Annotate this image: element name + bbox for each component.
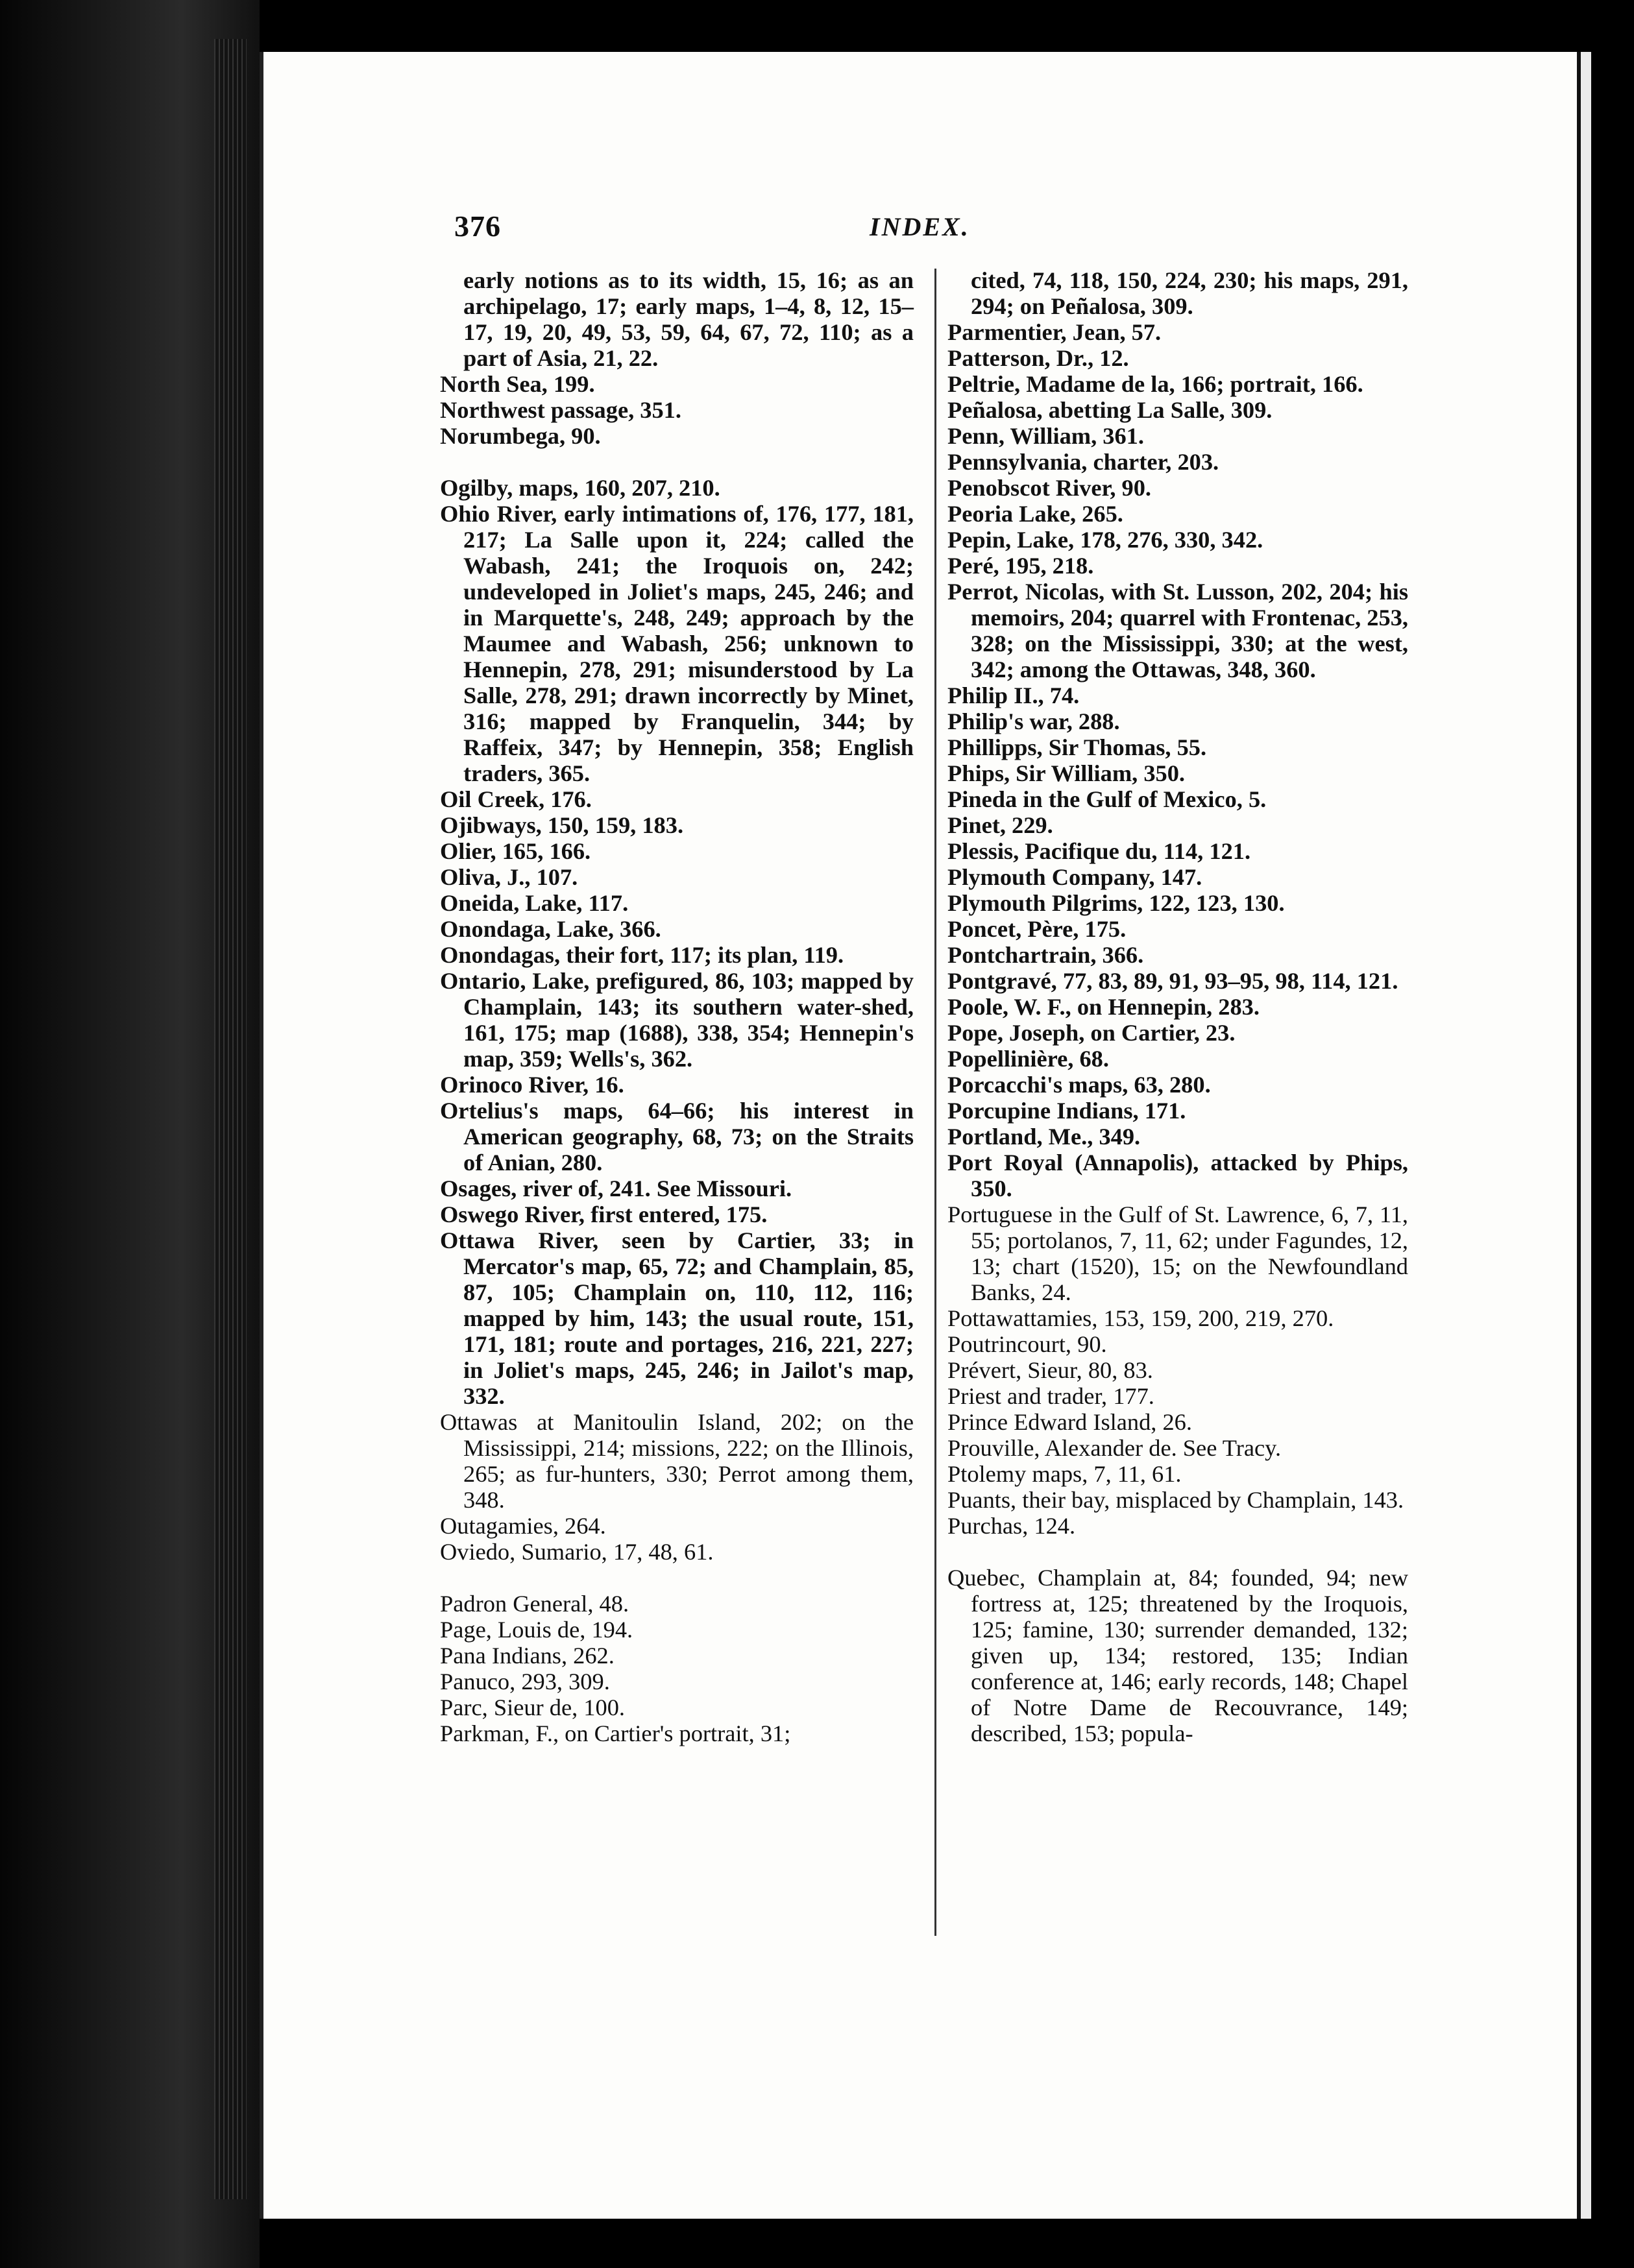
index-entry: Plessis, Pacifique du, 114, 121. (947, 838, 1251, 864)
index-entry: Northwest passage, 351. (440, 397, 681, 423)
index-entry: Pinet, 229. (947, 812, 1053, 838)
index-entry: Pope, Joseph, on Cartier, 23. (947, 1020, 1236, 1046)
index-entry: Ontario, Lake, prefigured, 86, 103; mapped by Champlain, 143; its southern water-shed, 161, 175; map (1688), 338, 354; Hennepin's map, 359; Wells's, 362. (440, 968, 914, 1072)
index-entry: Peré, 195, 218. (947, 553, 1094, 579)
index-entry: Page, Louis de, 194. (440, 1617, 633, 1643)
index-entry: Ptolemy maps, 7, 11, 61. (947, 1461, 1182, 1487)
index-entry: Outagamies, 264. (440, 1513, 606, 1539)
index-entry: Peñalosa, abetting La Salle, 309. (947, 397, 1273, 423)
index-column-left (440, 267, 914, 1746)
index-entry: Phillipps, Sir Thomas, 55. (947, 734, 1207, 760)
index-entry: Prince Edward Island, 26. (947, 1409, 1192, 1435)
index-entry: Philip II., 74. (947, 682, 1080, 708)
index-entry: Peoria Lake, 265. (947, 501, 1123, 527)
index-entry: Poutrincourt, 90. (947, 1331, 1107, 1357)
index-entry: Norumbega, 90. (440, 423, 601, 449)
index-entry: Parkman, F., on Cartier's portrait, 31; (440, 1720, 791, 1746)
index-entry: Popellinière, 68. (947, 1046, 1109, 1072)
index-entry: Ogilby, maps, 160, 207, 210. (440, 475, 720, 501)
index-entry: Prévert, Sieur, 80, 83. (947, 1357, 1153, 1383)
index-entry: Osages, river of, 241. See Missouri. (440, 1176, 792, 1201)
index-entry: Phips, Sir William, 350. (947, 760, 1186, 786)
index-entry: North Sea, 199. (440, 371, 595, 397)
index-entry: Onondaga, Lake, 366. (440, 916, 661, 942)
index-entry: Oliva, J., 107. (440, 864, 578, 890)
index-entry: Onondagas, their fort, 117; its plan, 119. (440, 942, 844, 968)
index-entry: Pineda in the Gulf of Mexico, 5. (947, 786, 1267, 812)
index-entry: Poole, W. F., on Hennepin, 283. (947, 994, 1260, 1020)
index-entry: Oneida, Lake, 117. (440, 890, 629, 916)
index-entry: cited, 74, 118, 150, 224, 230; his maps, 291, 294; on Peñalosa, 309. (971, 267, 1408, 319)
index-entry: Puants, their bay, misplaced by Champlain, 143. (947, 1487, 1404, 1513)
index-entry: Olier, 165, 166. (440, 838, 591, 864)
index-entry: Parmentier, Jean, 57. (947, 319, 1162, 345)
page-header (454, 209, 1012, 248)
index-entry: Oviedo, Sumario, 17, 48, 61. (440, 1539, 714, 1565)
next-page-edge (1577, 52, 1591, 2219)
index-entry: Penn, William, 361. (947, 423, 1144, 449)
index-entry: Orinoco River, 16. (440, 1072, 624, 1098)
index-entry: Ottawa River, seen by Cartier, 33; in Mercator's map, 65, 72; and Champlain, 85, 87, 105; Champlain on, 110, 112, 116; mapped by him, 143; the usual route, 151, 171, 181; route and portages, 216, 221, 227; in Joliet's maps, 245, 246; in Jailot's map, 332. (440, 1227, 914, 1409)
index-column-right (947, 267, 1408, 1746)
index-entry: Oswego River, first entered, 175. (440, 1201, 768, 1227)
index-entry: Port Royal (Annapolis), attacked by Phips, 350. (947, 1150, 1408, 1201)
index-entry: Portuguese in the Gulf of St. Lawrence, 6, 7, 11, 55; portolanos, 7, 11, 62; under Fagundes, 12, 13; chart (1520), 15; on the Newfoundland Banks, 24. (947, 1201, 1408, 1305)
index-entry: Ottawas at Manitoulin Island, 202; on the Mississippi, 214; missions, 222; on the Illinois, 265; as fur-hunters, 330; Perrot among them, 348. (440, 1409, 914, 1513)
index-entry: Porcupine Indians, 171. (947, 1098, 1186, 1124)
index-entry: early notions as to its width, 15, 16; as an archipelago, 17; early maps, 1–4, 8, 12, 15–17, 19, 20, 49, 53, 59, 64, 67, 72, 110; as a part of Asia, 21, 22. (463, 267, 914, 371)
index-entry: Purchas, 124. (947, 1513, 1076, 1539)
index-entry: Portland, Me., 349. (947, 1124, 1141, 1150)
index-entry: Ojibways, 150, 159, 183. (440, 812, 684, 838)
index-entry: Pontgravé, 77, 83, 89, 91, 93–95, 98, 114, 121. (947, 968, 1398, 994)
page-edges (214, 39, 247, 2199)
index-entry: Porcacchi's maps, 63, 280. (947, 1072, 1211, 1098)
index-entry: Oil Creek, 176. (440, 786, 592, 812)
index-entry: Panuco, 293, 309. (440, 1669, 610, 1695)
index-entry: Ortelius's maps, 64–66; his interest in American geography, 68, 73; on the Straits of Anian, 280. (440, 1098, 914, 1176)
index-entry: Pottawattamies, 153, 159, 200, 219, 270. (947, 1305, 1334, 1331)
index-entry: Padron General, 48. (440, 1591, 629, 1617)
index-entry: Plymouth Pilgrims, 122, 123, 130. (947, 890, 1285, 916)
index-entry: Peltrie, Madame de la, 166; portrait, 166. (947, 371, 1363, 397)
index-entry: Plymouth Company, 147. (947, 864, 1202, 890)
index-entry: Perrot, Nicolas, with St. Lusson, 202, 204; his memoirs, 204; quarrel with Frontenac, 253, 328; on the Mississippi, 330; at the west, 342; among the Ottawas, 348, 360. (947, 579, 1408, 682)
index-entry: Philip's war, 288. (947, 708, 1120, 734)
index-entry: Prouville, Alexander de. See Tracy. (947, 1435, 1282, 1461)
running-head: INDEX. (870, 212, 970, 241)
page-number: 376 (454, 210, 501, 243)
index-entry: Priest and trader, 177. (947, 1383, 1154, 1409)
index-entry: Pennsylvania, charter, 203. (947, 449, 1219, 475)
index-entry: Poncet, Père, 175. (947, 916, 1127, 942)
index-entry: Penobscot River, 90. (947, 475, 1152, 501)
index-entry: Parc, Sieur de, 100. (440, 1695, 625, 1720)
column-divider (934, 269, 936, 1936)
index-entry: Pontchartrain, 366. (947, 942, 1144, 968)
index-entry: Ohio River, early intimations of, 176, 177, 181, 217; La Salle upon it, 224; called the Wabash, 241; the Iroquois on, 242; undeveloped in Joliet's maps, 245, 246; and in Marquette's, 248, 249; approach by the Maumee and Wabash, 256; unknown to Hennepin, 278, 291; misunderstood by La Salle, 278, 291; drawn incorrectly by Minet, 316; mapped by Franquelin, 344; by Raffeix, 347; by Hennepin, 358; English traders, 365. (440, 501, 914, 786)
index-entry: Pana Indians, 262. (440, 1643, 615, 1669)
index-entry: Quebec, Champlain at, 84; founded, 94; new fortress at, 125; threatened by the Iroquois, 125; famine, 130; surrender demanded, 132; given up, 134; restored, 135; Indian conference at, 146; early records, 148; Chapel of Notre Dame de Recouvrance, 149; described, 153; popula- (947, 1565, 1408, 1746)
index-entry: Pepin, Lake, 178, 276, 330, 342. (947, 527, 1263, 553)
index-entry: Patterson, Dr., 12. (947, 345, 1129, 371)
